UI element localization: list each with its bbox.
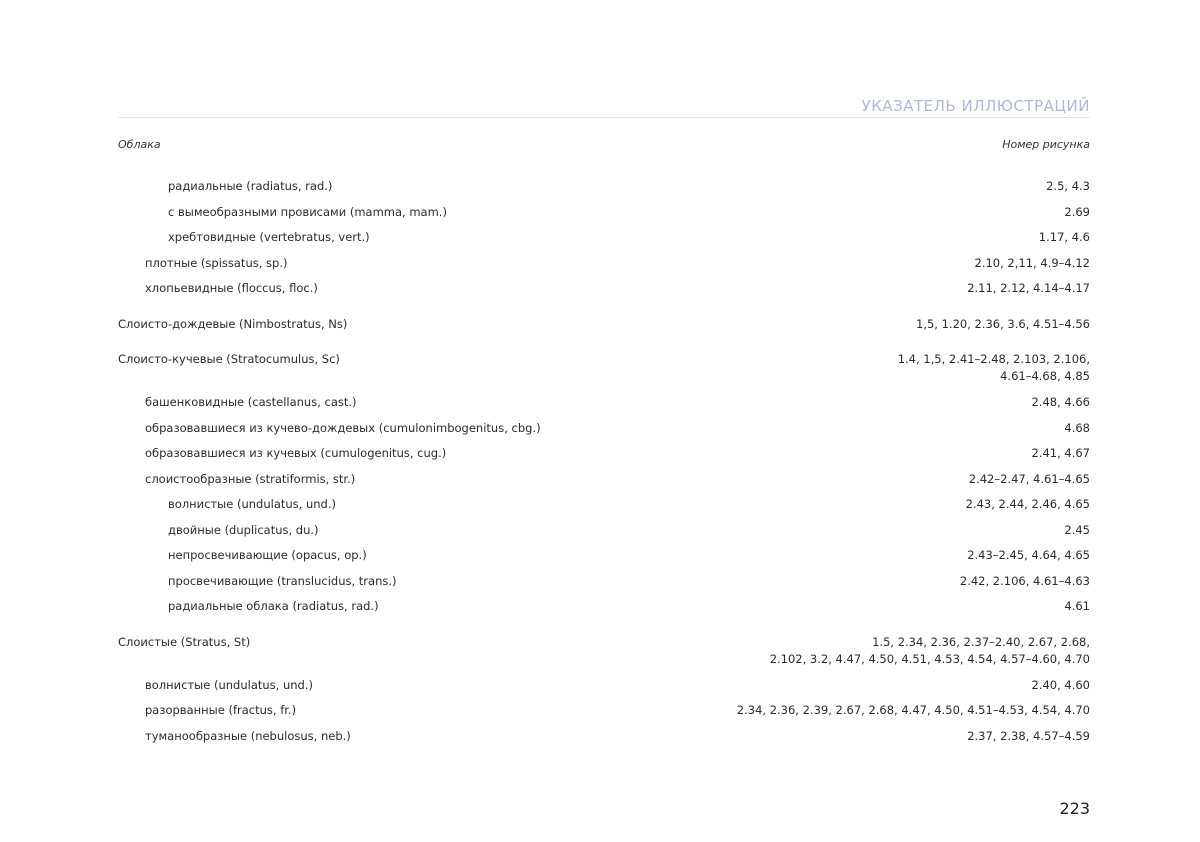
index-entry [118,496,1090,522]
entry-name: непросвечивающие (opacus, op.) [168,548,367,562]
entry-name: Слоистые (Stratus, St) [118,634,251,649]
entry-refs: 2.45 [1064,522,1090,537]
index-entry [118,547,1090,573]
entry-name: разорванные (fractus, fr.) [145,703,297,717]
entry-name: плотные (spissatus, sp.) [145,255,288,270]
index-entry [118,728,1090,754]
index-entry [118,522,1090,548]
index-entry [118,445,1090,471]
entry-refs: 1.17, 4.6 [1038,230,1090,244]
index-entry [118,280,1090,306]
index-entry [118,471,1090,497]
page-number: 223 [1059,799,1090,818]
index-entry [118,634,1090,677]
entry-refs: 4.68 [1064,420,1090,435]
index-entry [118,204,1090,230]
entry-refs: 2.42–2.47, 4.61–4.65 [968,471,1090,486]
index-entry [118,178,1090,204]
entry-refs: 2.43, 2.44, 2.46, 4.65 [965,497,1090,511]
entry-name: с вымеобразными провисами (mamma, mam.) [168,204,447,219]
entry-refs: 2.69 [1064,204,1090,219]
entry-refs: 2.5, 4.3 [1046,179,1090,193]
index-entry [118,702,1090,728]
entry-refs: 2.48, 4.66 [1031,395,1090,409]
entry-refs-line-1: 1.4, 1,5, 2.41–2.48, 2.103, 2.106, [897,352,1090,366]
entry-refs: 2.40, 4.60 [1031,677,1090,692]
column-heading-figure-number: Номер рисунка [1002,138,1090,151]
entry-name: просвечивающие (translucidus, trans.) [168,573,397,588]
entry-name: хребтовидные (vertebratus, vert.) [168,230,370,244]
entry-name: Слоисто-кучевые (Stratocumulus, Sc) [118,352,340,366]
entry-name: туманообразные (nebulosus, neb.) [145,728,351,743]
entry-name: образовавшиеся из кучево-дождевых (cumulonimbogenitus, cbg.) [145,420,541,435]
index-entry [118,598,1090,624]
entry-name: образовавшиеся из кучевых (cumulogenitus, cug.) [145,446,447,460]
entry-name: хлопьевидные (floccus, floc.) [145,281,318,295]
entry-name: радиальные (radiatus, rad.) [168,179,333,193]
entry-refs: 2.34, 2.36, 2.39, 2.67, 2.68, 4.47, 4.50, 4.51–4.53, 4.54, 4.70 [736,703,1090,717]
entry-refs: 2.43–2.45, 4.64, 4.65 [967,548,1090,562]
entry-refs: 2.11, 2.12, 4.14–4.17 [967,281,1090,295]
entry-refs: 4.61 [1064,599,1090,613]
entry-name: башенковидные (castellanus, cast.) [145,395,357,409]
entry-name: двойные (duplicatus, du.) [168,522,319,537]
entry-refs [770,634,1090,668]
index-entry [118,573,1090,599]
entry-refs [898,351,1090,385]
running-header-title: УКАЗАТЕЛЬ ИЛЛЮСТРАЦИЙ [861,97,1090,115]
entry-name: радиальные облака (radiatus, rad.) [168,599,379,613]
index-entry [118,420,1090,446]
index-entry [118,351,1090,394]
entry-refs: 2.37, 2.38, 4.57–4.59 [967,728,1090,743]
entry-name: Слоисто-дождевые (Nimbostratus, Ns) [118,316,348,331]
index-entry [118,677,1090,703]
header-rule [118,117,1090,118]
entry-refs-line-2: 4.61–4.68, 4.85 [1000,369,1090,383]
entry-refs: 2.41, 4.67 [1031,446,1090,460]
index-entries [118,178,1090,753]
index-entry [118,229,1090,255]
index-entry [118,255,1090,281]
entry-refs-line-1: 1.5, 2.34, 2.36, 2.37–2.40, 2.67, 2.68, [872,634,1090,649]
entry-refs-line-2: 2.102, 3.2, 4.47, 4.50, 4.51, 4.53, 4.54, 4.57–4.60, 4.70 [769,651,1090,666]
index-entry [118,394,1090,420]
entry-name: слоистообразные (stratiformis, str.) [145,471,356,486]
entry-refs: 1,5, 1.20, 2.36, 3.6, 4.51–4.56 [916,316,1090,331]
entry-refs: 2.10, 2,11, 4.9–4.12 [974,255,1090,270]
entry-name: волнистые (undulatus, und.) [168,497,337,511]
entry-refs: 2.42, 2.106, 4.61–4.63 [959,573,1090,588]
entry-name: волнистые (undulatus, und.) [145,677,314,692]
column-heading-clouds: Облака [118,138,161,151]
index-entry [118,316,1090,342]
